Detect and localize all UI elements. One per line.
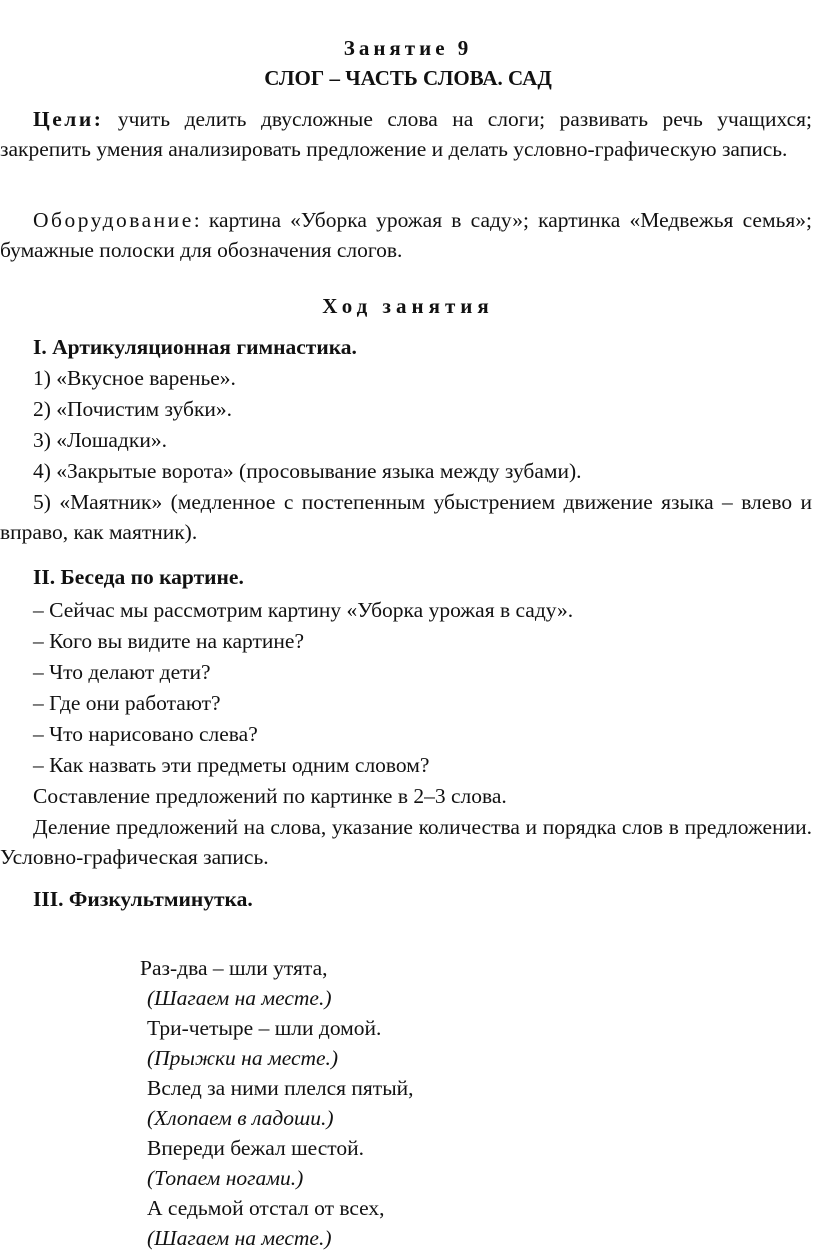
conversation-line: Составление предложений по картинке в 2–3 слова.: [33, 784, 507, 808]
goals-text: учить делить двусложные слова на слоги; развивать речь учащихся; закрепить умения анализировать предложение и делать условно-графическую запись.: [0, 107, 812, 161]
conversation-line: – Что делают дети?: [33, 660, 211, 684]
poem-line: Вслед за ними плелся пятый,: [147, 1076, 414, 1100]
section1-item: 3) «Лошадки».: [33, 428, 167, 452]
lesson-number: Занятие 9: [343, 36, 473, 60]
lesson-topic: СЛОГ – ЧАСТЬ СЛОВА. САД: [264, 66, 552, 90]
poem-direction: (Топаем ногами.): [147, 1166, 304, 1190]
poem-line: Раз-два – шли утята,: [140, 956, 328, 980]
poem-line: Три-четыре – шли домой.: [147, 1016, 382, 1040]
section3-title: III. Физкультминутка.: [33, 887, 253, 911]
goals-paragraph: [0, 104, 812, 164]
equipment-text: : картина «Уборка урожая в саду»; картинка «Медвежья семья»; бумажные полоски для обозначения слогов.: [0, 208, 812, 262]
section2-paragraph: Деление предложений на слова, указание количества и порядка слов в предложении. Условно-графическая запись.: [0, 815, 812, 869]
poem-direction: (Шагаем на месте.): [147, 986, 332, 1010]
section2-title: II. Беседа по картине.: [33, 565, 244, 589]
poem-direction: (Прыжки на месте.): [147, 1046, 339, 1070]
section1-title: I. Артикуляционная гимнастика.: [33, 335, 357, 359]
goals-label: Цели:: [33, 107, 104, 131]
poem-line: А седьмой отстал от всех,: [147, 1196, 385, 1220]
section1-item: 1) «Вкусное варенье».: [33, 366, 236, 390]
conversation-line: – Что нарисовано слева?: [33, 722, 258, 746]
section1-item: 4) «Закрытые ворота» (просовывание языка между зубами).: [33, 459, 582, 483]
equipment-paragraph: [0, 205, 812, 265]
equipment-label: Оборудование: [33, 208, 194, 232]
section1-item: 2) «Почистим зубки».: [33, 397, 233, 421]
conversation-line: – Как назвать эти предметы одним словом?: [33, 753, 430, 777]
poem-line: Впереди бежал шестой.: [147, 1136, 365, 1160]
course-title: Ход занятия: [322, 294, 494, 318]
poem-direction: (Хлопаем в ладоши.): [147, 1106, 334, 1130]
section1-item: 5) «Маятник» (медленное с постепенным убыстрением движение языка – влево и вправо, как маятник).: [0, 490, 812, 544]
poem-direction: (Шагаем на месте.): [147, 1226, 332, 1250]
conversation-line: – Сейчас мы рассмотрим картину «Уборка урожая в саду».: [33, 598, 574, 622]
conversation-line: – Кого вы видите на картине?: [33, 629, 304, 653]
conversation-line: – Где они работают?: [33, 691, 221, 715]
